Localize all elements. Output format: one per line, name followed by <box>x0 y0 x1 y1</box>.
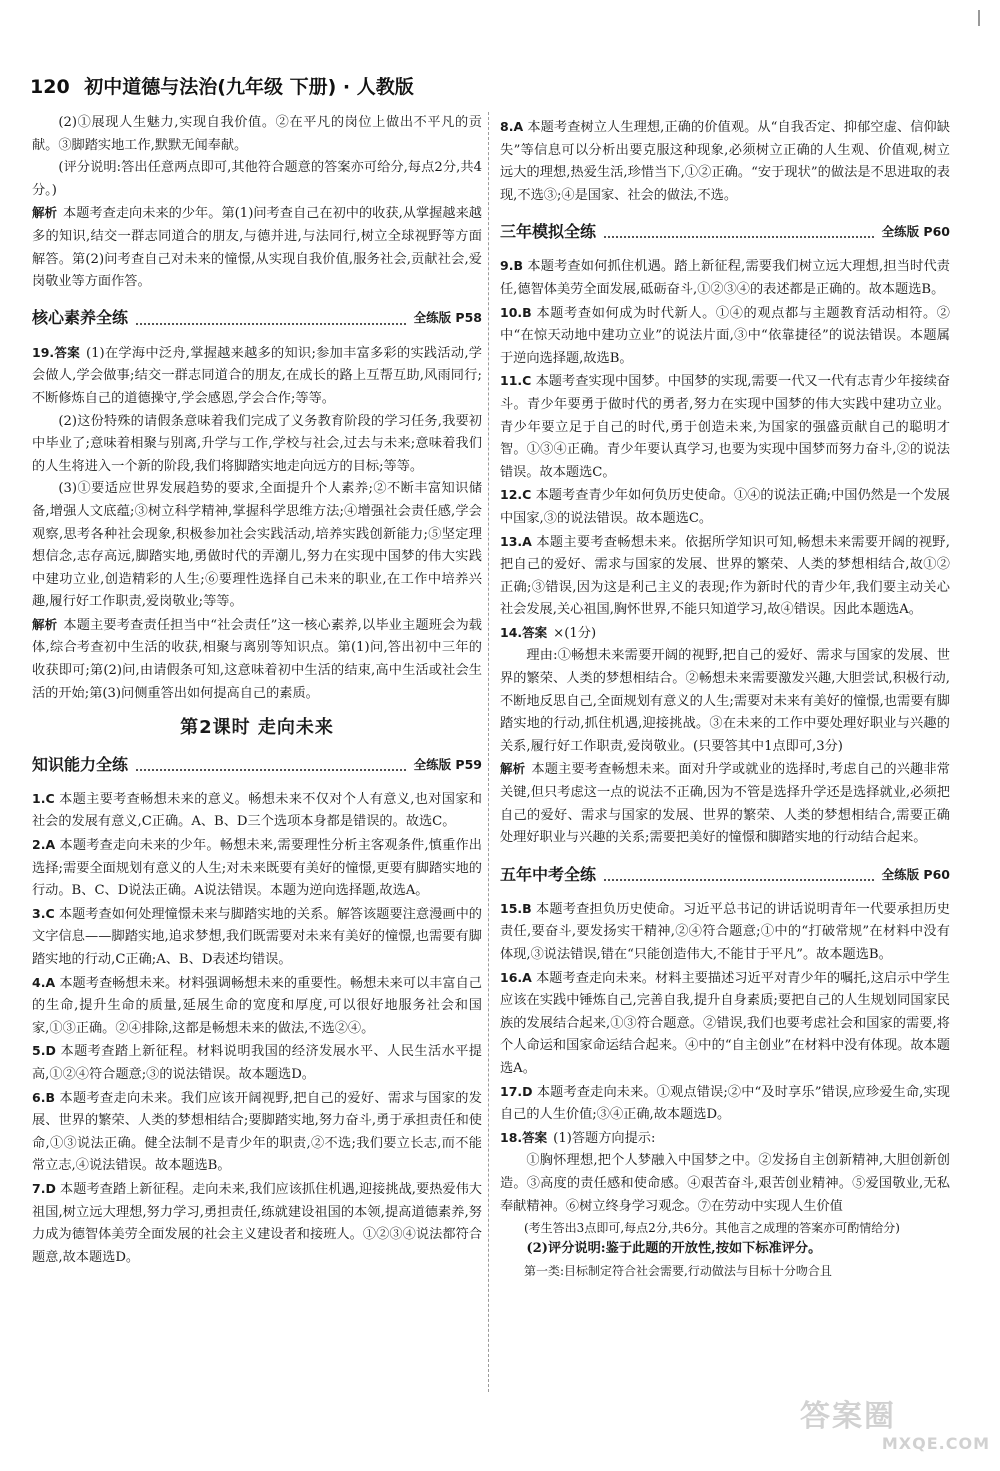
question-number: 12.C <box>500 487 532 503</box>
question-text: 本题考查担负历史使命。习近平总书记的讲话说明青年一代要承担历史责任,要奋斗,要发扬实干精神,②④符合题意;①中的“打破常规”在材料中没有体现,③说法错误,错在“只能创造伟大,不能甘于平凡”。故本题选B。 <box>500 901 950 962</box>
section-dots <box>604 869 874 881</box>
intro-answer-2: (2)①展现人生魅力,实现自我价值。②在平凡的岗位上做出不平凡的贡献。③脚踏实地工作,默默无闻奉献。 <box>32 115 482 153</box>
section-title: 核心素养全练 <box>32 308 129 328</box>
section-header-three-year <box>500 215 950 249</box>
page-title: 初中道德与法治(九年级 下册) · 人教版 <box>84 76 414 98</box>
question-number: 7.D <box>32 1180 56 1196</box>
question-text: 本题考查踏上新征程。材料说明我国的经济发展水平、人民生活水平提高,①②④符合题意;③的说法错误。故本题选D。 <box>32 1044 482 1082</box>
question-number: 15.B <box>500 900 532 916</box>
answer-label: 答案 <box>54 344 80 360</box>
analysis-text: 本题考查走向未来的少年。第(1)问考查自己在初中的收获,从掌握越来越多的知识,结交一群志同道合的朋友,与德并进,与法同行,树立全球视野等方面解答。第(2)问考查自己对未来的憧憬,从实现自我价值,服务社会,贡献社会,爱岗敬业等方面作答。 <box>32 206 482 290</box>
section-ref: 全练版 P60 <box>881 224 950 240</box>
question-14-analysis <box>500 758 950 849</box>
section-dots <box>136 313 406 325</box>
answer-mark: ×(1分) <box>553 625 597 641</box>
answer-label: 答案 <box>522 624 548 640</box>
question-text: 本题考查实现中国梦。中国梦的实现,需要一代又一代有志青少年接续奋斗。青少年要勇于做时代的勇者,努力在实现中国梦的伟大实践中建功立业。青少年要立足于自己的时代,勇于创造未来,为国家的强盛贡献自己的聪明才智。①③④正确。青少年要认真学习,也要为实现中国梦而努力奋斗,②的说法错误。故本题选C。 <box>500 374 950 480</box>
question-13 <box>500 531 950 622</box>
left-column <box>32 112 482 1269</box>
question-text: 本题考查走向未来。①观点错误;②中“及时享乐”错误,应珍爱生命,实现自己的人生价值;③④正确,故本题选D。 <box>500 1084 950 1123</box>
question-3 <box>32 903 482 972</box>
question-1 <box>32 788 482 834</box>
question-number: 11.C <box>500 373 532 389</box>
corner-mark <box>978 10 980 26</box>
analysis-text: 本题主要考查责任担当中“社会责任”这一核心素养,以毕业主题班会为载体,综合考查初中生活的收获,相聚与离别等知识点。第(1)问,答出初中三年的收获即可;第(2)问,由请假条可知,这意味着初中生活的结束,高中生活或社会生活的开始;第(3)问侧重答出如何提高自己的素质。 <box>32 617 482 701</box>
question-19-analysis <box>32 614 482 705</box>
question-number: 8.A <box>500 119 524 134</box>
question-number: 4.A <box>32 974 56 990</box>
question-14 <box>500 622 950 646</box>
question-number: 6.B <box>32 1089 55 1105</box>
section-header-knowledge <box>32 748 482 782</box>
question-text: 本题考查如何成为时代新人。①④的观点都与主题教育活动相符。②中“在惊天动地中建功立业”的说法片面,③中“依靠捷径”的说法错误。本题属于逆向选择题,故选B。 <box>500 305 950 366</box>
analysis-text: 本题主要考查畅想未来。面对升学或就业的选择时,考虑自己的兴趣非常关键,但只考虑这一点的说法不正确,因为不管是选择升学还是选择就业,必须把自己的爱好、需求与国家的发展、世界的繁荣、人类的梦想相结合,需要正确处理好职业与兴趣的关系;需要把美好的憧憬和脚踏实地的行动结合起来。 <box>500 762 950 846</box>
question-6 <box>32 1087 482 1178</box>
question-18-points: ①胸怀理想,把个人梦融入中国梦之中。②发扬自主创新精神,大胆创新创造。③高度的责任感和使命感。④艰苦奋斗,艰苦创业精神。⑤爱国敬业,无私奉献精神。⑥树立终身学习观念。⑦在劳动中实现人生价值 <box>500 1153 950 1214</box>
question-text: 本题考查走向未来的少年。畅想未来,需要理性分析主客观条件,慎重作出选择;需要全面规划有意义的人生;对未来既要有美好的憧憬,更要有脚踏实地的行动。B、C、D说法正确。A说法错误。本题为逆向选择题,故选A。 <box>32 838 482 899</box>
question-number: 1.C <box>32 790 55 806</box>
section-header-core <box>32 302 482 336</box>
question-number: 14. <box>500 624 523 640</box>
question-18-category1: 第一类:目标制定符合社会需要,行动做法与目标十分吻合且 <box>524 1263 832 1278</box>
question-text: 本题考查畅想未来。材料强调畅想未来的重要性。畅想未来可以丰富自己的生命,提升生命的质量,延展生命的宽度和厚度,可以很好地服务社会和国家,①③正确。②④排除,这都是畅想未来的做法,不选②④。 <box>32 975 482 1036</box>
watermark-text: 答案圈 <box>800 1399 896 1434</box>
question-number: 16.A <box>500 969 532 985</box>
question-number: 9.B <box>500 258 523 274</box>
question-16 <box>500 967 950 1081</box>
question-text: 本题考查踏上新征程。走向未来,我们应该抓住机遇,迎接挑战,要热爱伟大祖国,树立远大理想,努力学习,勇担责任,练就建设祖国的本领,提高道德素养,努力成为德智体美劳全面发展的社会主义建设者和接班人。①②③④说法都符合题意,故本题选D。 <box>32 1181 482 1265</box>
analysis-label: 解析 <box>32 205 58 221</box>
question-text: 本题考查树立人生理想,正确的价值观。从“自我否定、抑郁空虚、信仰缺失”等信息可以分析出要克服这种现象,必须树立正确的人生观、价值观,树立远大的理想,热爱生活,珍惜当下,①②正确。“安于现状”的做法是不思进取的表现,不选③;④是国家、社会的做法,不选。 <box>500 120 950 203</box>
question-8 <box>500 116 950 207</box>
question-text: 本题考查走向未来。我们应该开阔视野,把自己的爱好、需求与国家的发展、世界的繁荣、人类的梦想相结合;要脚踏实地,努力奋斗,勇于承担责任和使命,①③说法正确。健全法制不是青少年的职责,②不选;我们要立长志,而不能常立志,④说法错误。故本题选B。 <box>32 1090 482 1174</box>
question-text: 本题主要考查畅想未来。依据所学知识可知,畅想未来需要开阔的视野,把自己的爱好、需求与国家的发展、世界的繁荣、人类的梦想相结合,故①②正确;③错误,因为这是利己主义的表现;作为新时代的青少年,我们要主动关心社会发展,关心祖国,胸怀世界,不能只知道学习,故④错误。因此本题选A。 <box>500 534 950 618</box>
question-number: 2.A <box>32 837 56 853</box>
question-text: 本题主要考查畅想未来的意义。畅想未来不仅对个人有意义,也对国家和社会的发展有意义,C正确。A、B、D三个选项本身都是错误的。故选C。 <box>32 791 482 830</box>
question-19-part3: (3)①要适应世界发展趋势的要求,全面提升个人素养;②不断丰富知识储备,增强人文底蕴;③树立科学精神,掌握科学思维方法;④增强社会责任感,学会观察,思考各种社会现象,积极参加社会实践活动,培养实践创新能力;⑤坚定理想信念,志存高远,脚踏实地,勇做时代的弄潮儿,努力在实现中国梦的伟大实践中建功立业,创造精彩的人生;⑥要理性选择自己未来的职业,在工作中培养兴趣,履行好工作职责,爱岗敬业;等等。 <box>32 481 482 610</box>
question-10 <box>500 302 950 371</box>
question-number: 17.D <box>500 1083 533 1099</box>
question-19 <box>32 342 482 411</box>
watermark-url: MXQE.COM <box>881 1434 990 1453</box>
section-header-five-year <box>500 858 950 892</box>
analysis-label: 解析 <box>500 761 526 777</box>
section-ref: 全练版 P60 <box>881 866 950 882</box>
column-divider <box>488 112 489 1392</box>
question-11 <box>500 370 950 484</box>
question-17 <box>500 1081 950 1127</box>
answer-text: (1)答题方向提示: <box>553 1130 656 1146</box>
section-dots <box>136 759 406 771</box>
question-18 <box>500 1127 950 1151</box>
question-18-scoring: (考生答出3点即可,每点2分,共6分。其他言之成理的答案亦可酌情给分) <box>524 1221 900 1236</box>
section-title: 知识能力全练 <box>32 754 129 774</box>
answer-text: (1)在学海中泛舟,掌握越来越多的知识;参加丰富多彩的实践活动,学会做人,学会做事;结交一群志同道合的朋友,在成长的路上互帮互助,风雨同行;不断修炼自己的道德操守,学会感恩,学会合作;等等。 <box>32 345 482 406</box>
question-15 <box>500 898 950 967</box>
intro-analysis <box>32 202 482 293</box>
question-7 <box>32 1178 482 1269</box>
analysis-label: 解析 <box>32 616 58 632</box>
page-number: 120 <box>30 76 70 98</box>
section-title: 五年中考全练 <box>500 864 597 884</box>
question-text: 本题考查如何处理憧憬未来与脚踏实地的关系。解答该题要注意漫画中的文字信息——脚踏实地,追求梦想,我们既需要对未来有美好的憧憬,也需要有脚踏实地的行动,C正确;A、B、D表述均错误。 <box>32 906 482 967</box>
question-number: 3.C <box>32 905 55 921</box>
watermark-logo <box>800 1400 990 1466</box>
question-2 <box>32 834 482 903</box>
question-4 <box>32 972 482 1041</box>
question-text: 本题考查走向未来。材料主要描述习近平对青少年的嘱托,这启示中学生应该在实践中锤炼自己,完善自我,提升自身素质;要把自己的人生规划同国家民族的发展结合起来,①③符合题意。②错误,我们也要考虑社会和国家的需要,将个人命运和国家命运结合起来。④中的“自主创业”在材料中没有体现。故本题选A。 <box>500 970 950 1076</box>
question-number: 18. <box>500 1129 523 1145</box>
question-text: 本题考查如何抓住机遇。踏上新征程,需要我们树立远大理想,担当时代责任,德智体美劳全面发展,砥砺奋斗,①②③④的表述都是正确的。故本题选B。 <box>500 259 950 297</box>
section-ref: 全练版 P58 <box>413 310 482 326</box>
question-5 <box>32 1040 482 1086</box>
intro-scoring-note: (评分说明:答出任意两点即可,其他符合题意的答案亦可给分,每点2分,共4分。) <box>32 160 482 198</box>
question-number: 13.A <box>500 533 532 549</box>
page-header <box>30 72 930 102</box>
section-title: 三年模拟全练 <box>500 222 597 242</box>
question-14-reason: 理由:①畅想未来需要开阔的视野,把自己的爱好、需求与国家的发展、世界的繁荣、人类的梦想相结合。②畅想未来需要激发兴趣,大胆尝试,积极行动,不断地反思自己,全面规划有意义的人生;需要对未来有美好的憧憬,也需要有脚踏实地的行动,抓住机遇,迎接挑战。③在未来的工作中要处理好职业与兴趣的关系,履行好工作职责,爱岗敬业。(只要答其中1点即可,3分) <box>500 648 950 754</box>
question-number: 10.B <box>500 304 532 320</box>
question-number: 19. <box>32 344 55 360</box>
section-ref: 全练版 P59 <box>413 756 482 772</box>
answer-label: 答案 <box>522 1129 548 1145</box>
section-dots <box>604 226 874 238</box>
question-18-part2: (2)评分说明:鉴于此题的开放性,按如下标准评分。 <box>526 1241 822 1257</box>
question-9 <box>500 255 950 301</box>
question-12 <box>500 484 950 530</box>
question-19-part2: (2)这份特殊的请假条意味着我们完成了义务教育阶段的学习任务,我要初中毕业了;意味着相聚与别离,升学与工作,学校与社会,过去与未来;意味着我们的人生将进入一个新的阶段,我们将脚踏实地走向远方的目标;等等。 <box>32 413 482 474</box>
right-column <box>500 116 950 1281</box>
question-number: 5.D <box>32 1043 56 1059</box>
question-text: 本题考查青少年如何负历史使命。①④的说法正确;中国仍然是一个发展中国家,③的说法错误。故本题选C。 <box>500 488 950 526</box>
lesson-title: 第2课时 走向未来 <box>180 717 334 739</box>
